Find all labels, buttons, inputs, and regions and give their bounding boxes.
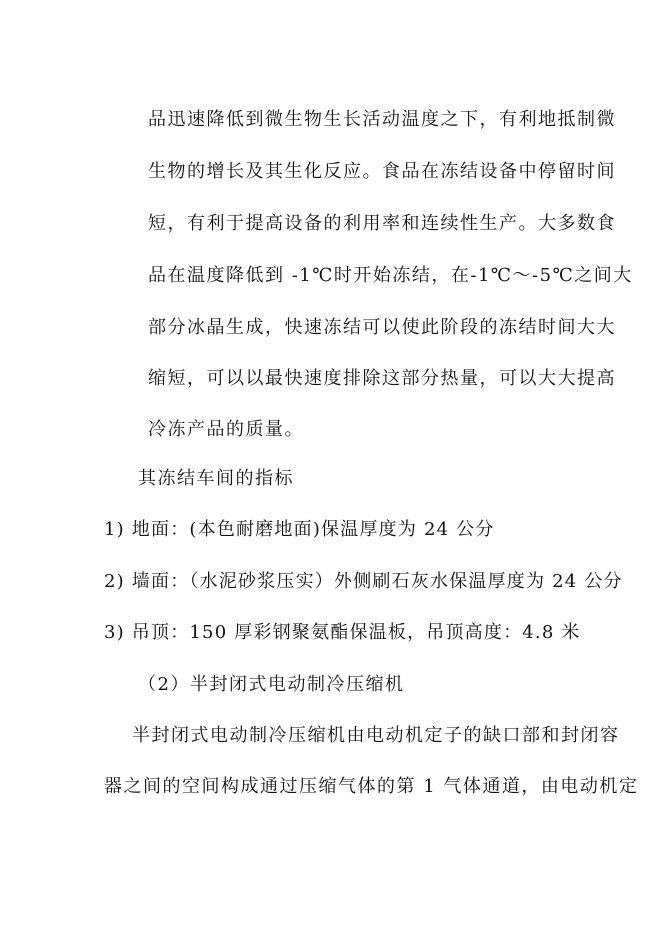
body-text-line-4: 品在温度降低到 -1℃时开始冻结，在-1℃～-5℃之间大 — [148, 265, 633, 286]
list-item-ceiling: 3) 吊顶：150 厚彩钢聚氨酯保温板，吊顶高度：4.8 米 — [104, 622, 581, 643]
body-text-line-3: 短，有利于提高设备的利用率和连续性生产。大多数食 — [148, 213, 616, 234]
paragraph-line-2: 器之间的空间构成通过压缩气体的第 1 气体通道，由电动机定 — [104, 776, 639, 797]
subsection-heading: （2）半封闭式电动制冷压缩机 — [138, 674, 405, 695]
section-heading: 其冻结车间的指标 — [138, 468, 294, 489]
body-text-line-2: 生物的增长及其生化反应。食品在冻结设备中停留时间 — [148, 161, 616, 182]
list-item-floor: 1) 地面：(本色耐磨地面)保温厚度为 24 公分 — [104, 519, 495, 540]
paragraph-line-1: 半封闭式电动制冷压缩机由电动机定子的缺口部和封闭容 — [132, 725, 620, 746]
body-text-line-5: 部分冰晶生成，快速冻结可以使此阶段的冻结时间大大 — [148, 317, 616, 338]
body-text-line-7: 冷冻产品的质量。 — [148, 419, 304, 440]
body-text-line-6: 缩短，可以以最快速度排除这部分热量，可以大大提高 — [148, 368, 616, 389]
list-item-wall: 2) 墙面：（水泥砂浆压实）外侧刷石灰水保温厚度为 24 公分 — [104, 571, 623, 592]
body-text-line-1: 品迅速降低到微生物生长活动温度之下，有利地抵制微 — [148, 109, 616, 130]
